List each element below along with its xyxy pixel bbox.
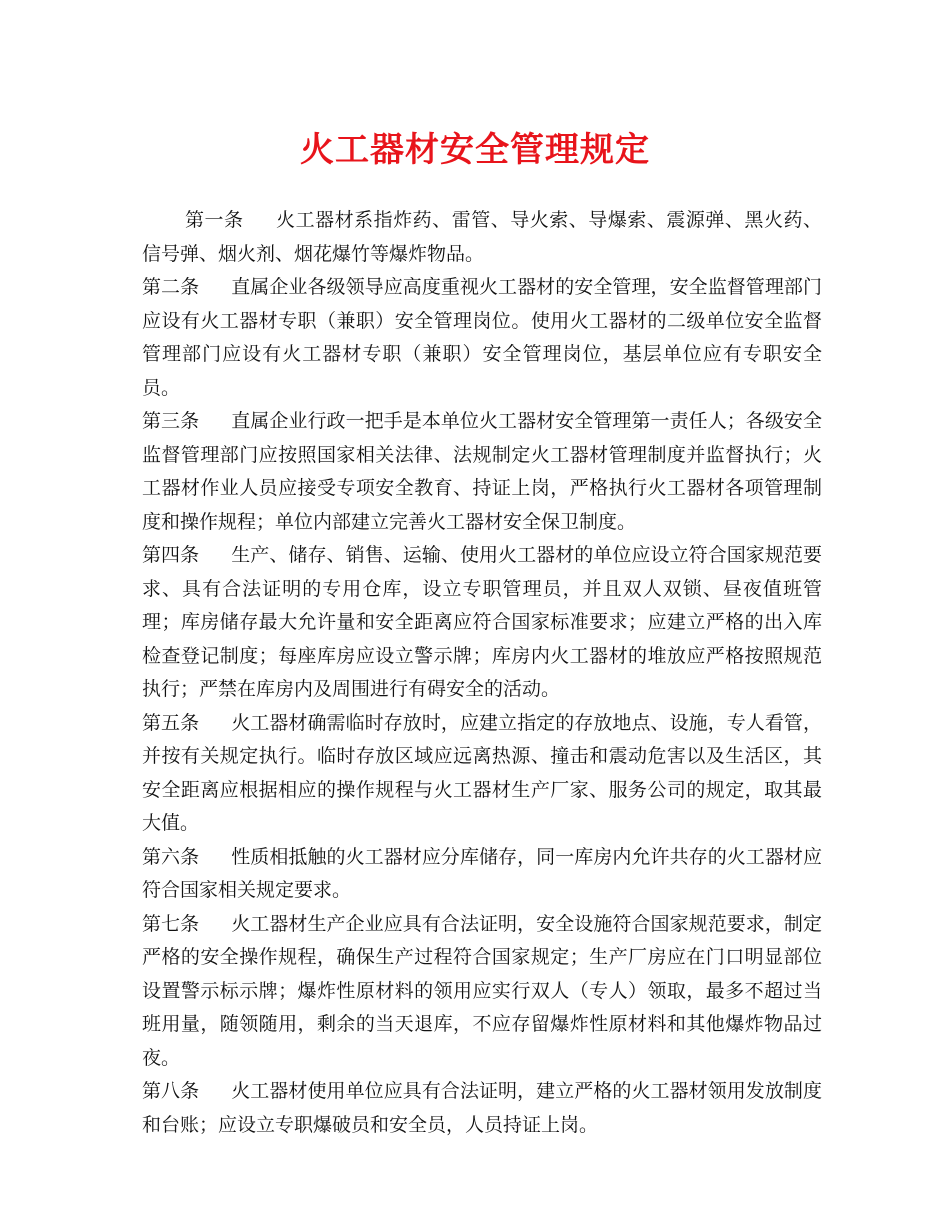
- article-text: 火工器材使用单位应具有合法证明，建立严格的火工器材领用发放制度和台账；应设立专职爆破员和安全员，人员持证上岗。: [142, 1080, 822, 1136]
- article-number: 第三条: [142, 410, 200, 432]
- article-2: [142, 271, 822, 405]
- article-number: 第六条: [142, 845, 200, 868]
- document-title: 火工器材安全管理规定: [300, 130, 650, 170]
- article-number: 第五条: [142, 711, 200, 734]
- article-8: [142, 1075, 822, 1142]
- document-body: [142, 204, 822, 1142]
- article-number: 第七条: [142, 912, 200, 935]
- article-3: [142, 405, 822, 539]
- article-text: 直属企业各级领导应高度重视火工器材的安全管理，安全监督管理部门应设有火工器材专职（兼职）安全管理岗位。使用火工器材的二级单位安全监督管理部门应设有火工器材专职（兼职）安全管理岗位，基层单位应有专职安全员。: [142, 276, 822, 399]
- article-text: 直属企业行政一把手是本单位火工器材安全管理第一责任人；各级安全监督管理部门应按照国家相关法律、法规制定火工器材管理制度并监督执行；火工器材作业人员应接受专项安全教育、持证上岗，严格执行火工器材各项管理制度和操作规程；单位内部建立完善火工器材安全保卫制度。: [142, 410, 822, 533]
- article-7: [142, 908, 822, 1076]
- article-4: [142, 539, 822, 707]
- article-number: 第一条: [185, 209, 244, 231]
- article-6: [142, 841, 822, 908]
- article-number: 第八条: [142, 1080, 200, 1102]
- article-number: 第四条: [142, 544, 200, 566]
- article-1: [142, 204, 822, 271]
- article-number: 第二条: [142, 276, 200, 298]
- article-5: [142, 707, 822, 841]
- article-text: 火工器材确需临时存放时，应建立指定的存放地点、设施，专人看管，并按有关规定执行。临时存放区域应远离热源、撞击和震动危害以及生活区，其安全距离应根据相应的操作规程与火工器材生产厂家、服务公司的规定，取其最大值。: [142, 711, 822, 834]
- article-text: 火工器材系指炸药、雷管、导火索、导爆索、震源弹、黑火药、信号弹、烟火剂、烟花爆竹等爆炸物品。: [142, 209, 822, 265]
- article-text: 火工器材生产企业应具有合法证明，安全设施符合国家规范要求，制定严格的安全操作规程，确保生产过程符合国家规定；生产厂房应在门口明显部位设置警示标示牌；爆炸性原材料的领用应实行双人（专人）领取，最多不超过当班用量，随领随用，剩余的当天退库，不应存留爆炸性原材料和其他爆炸物品过夜。: [142, 912, 822, 1069]
- article-text: 性质相抵触的火工器材应分库储存，同一库房内允许共存的火工器材应符合国家相关规定要求。: [142, 845, 822, 901]
- article-text: 生产、储存、销售、运输、使用火工器材的单位应设立符合国家规范要求、具有合法证明的专用仓库，设立专职管理员，并且双人双锁、昼夜值班管理；库房储存最大允许量和安全距离应符合国家标准要求；应建立严格的出入库检查登记制度；每座库房应设立警示牌；库房内火工器材的堆放应严格按照规范执行；严禁在库房内及周围进行有碍安全的活动。: [142, 544, 822, 700]
